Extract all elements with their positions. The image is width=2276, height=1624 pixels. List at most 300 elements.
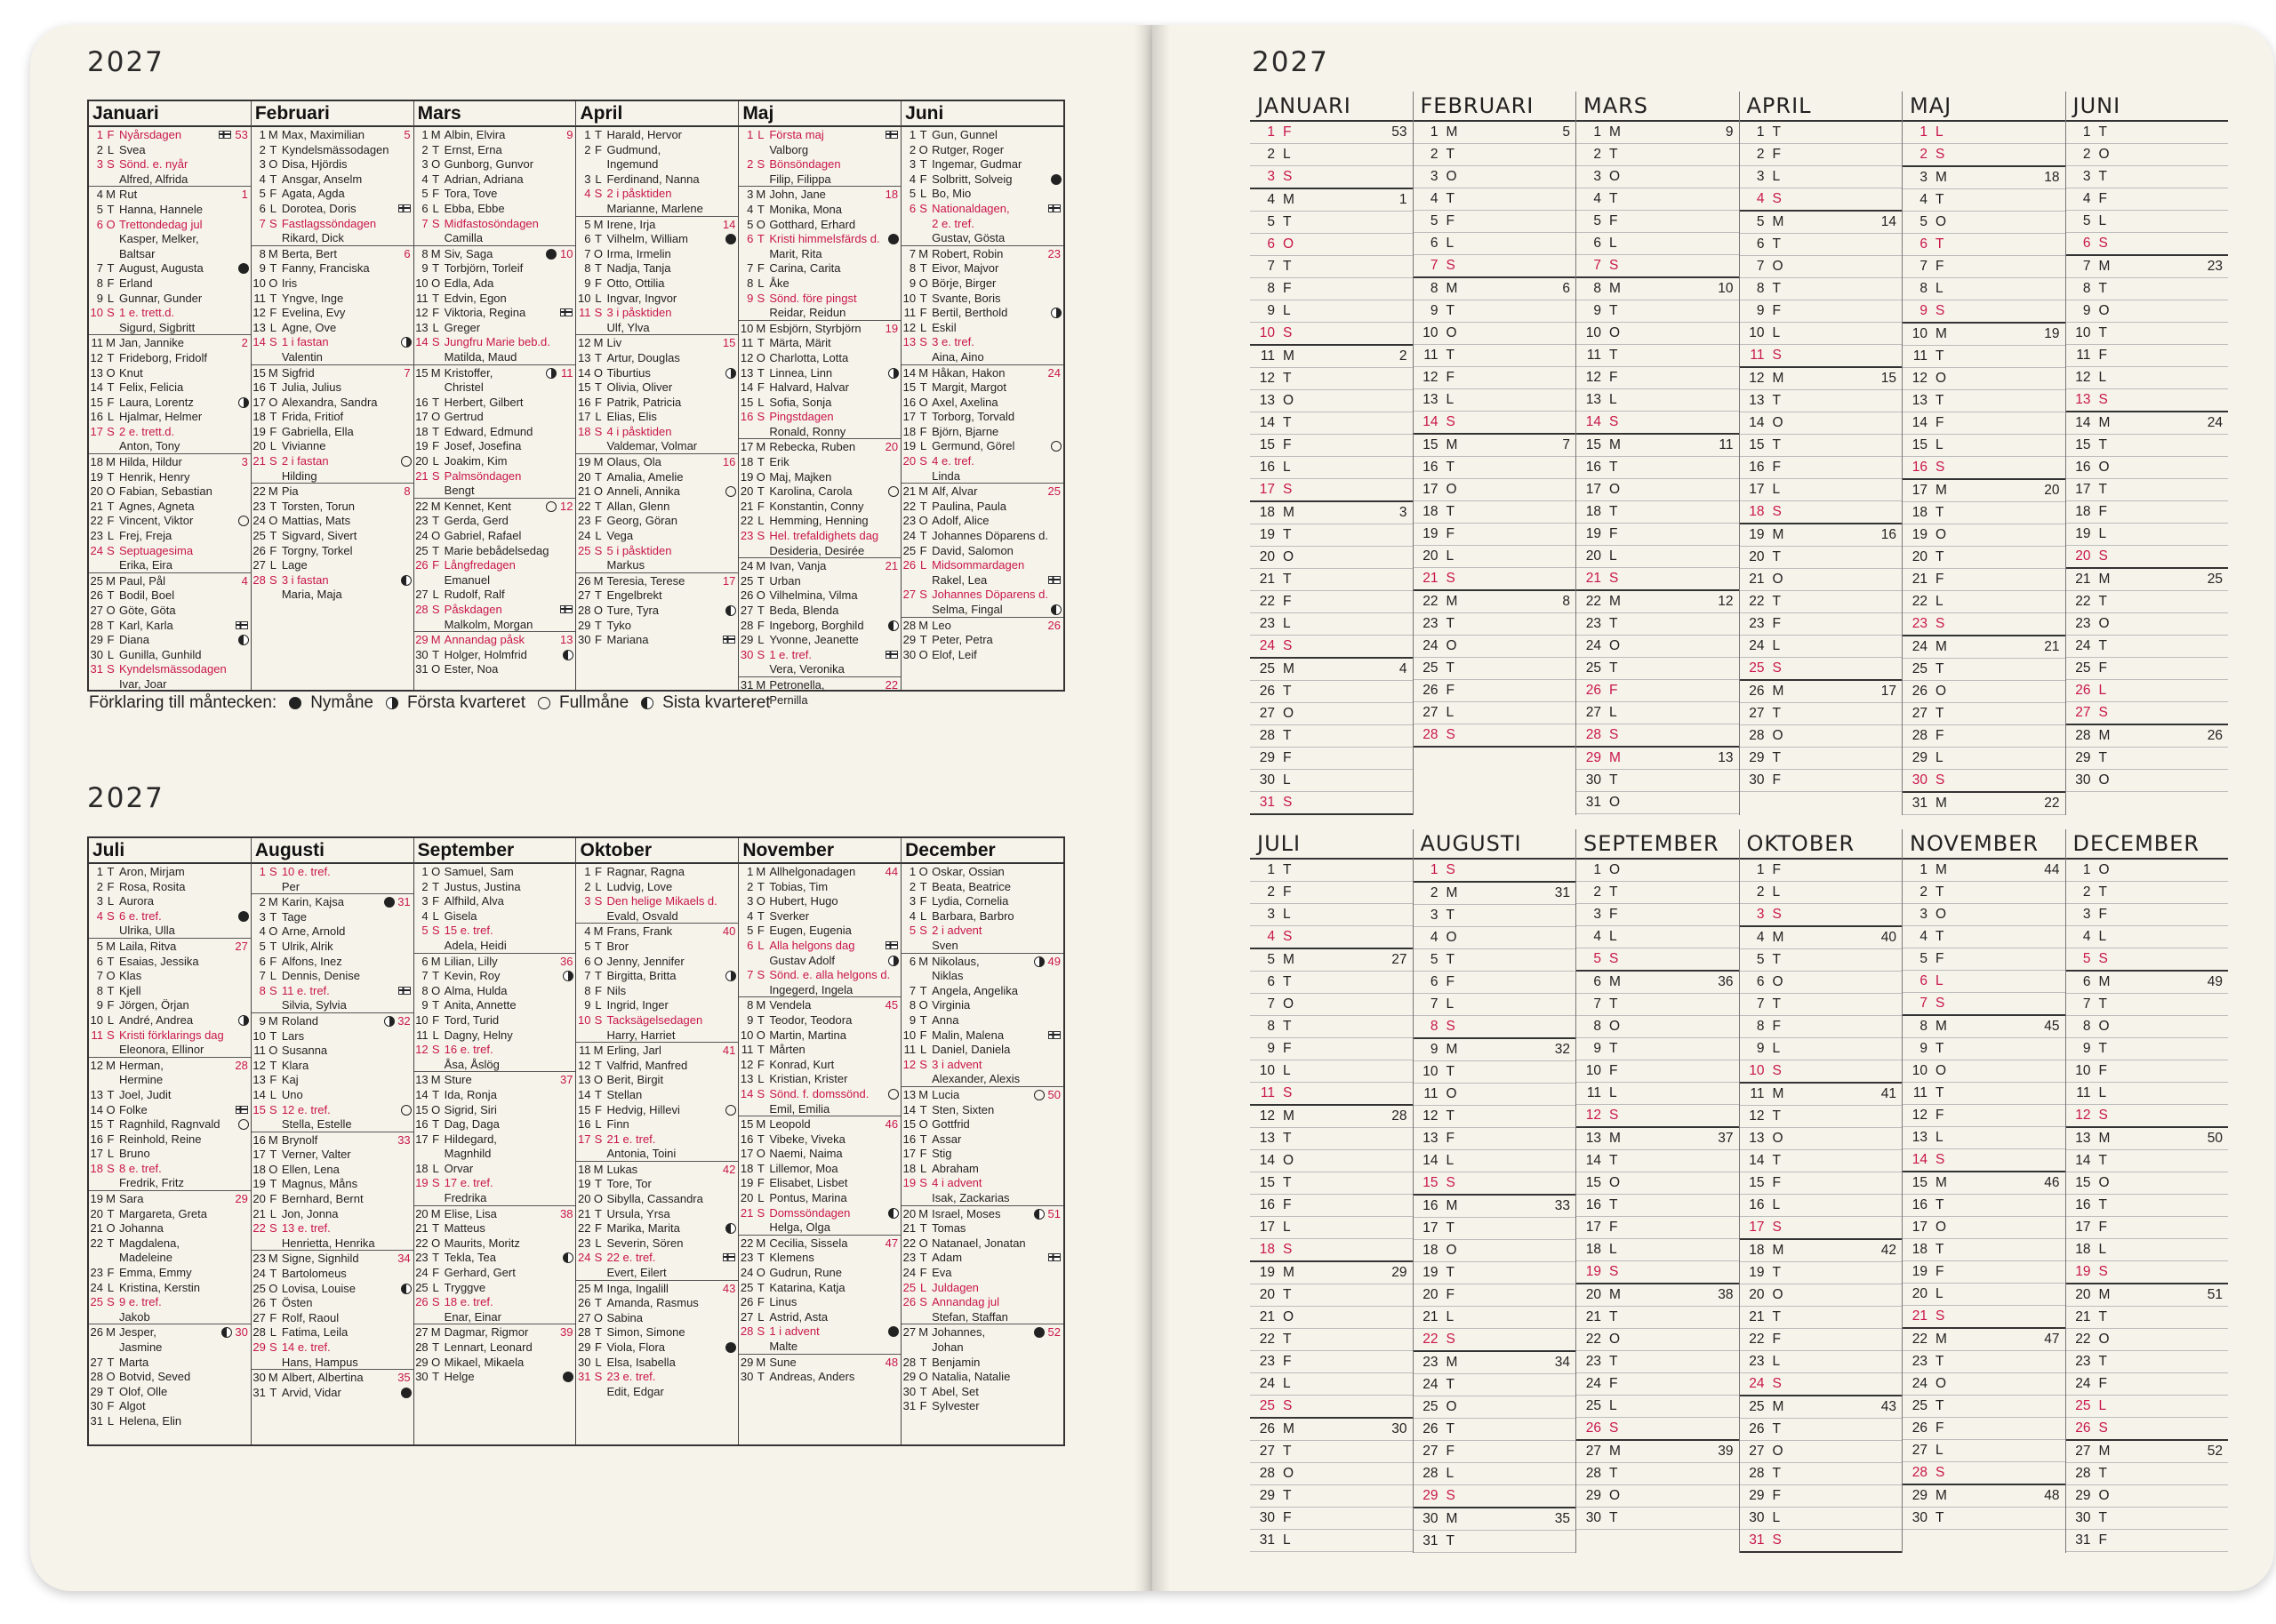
day-row (902, 1102, 1063, 1117)
planner-week-number (1962, 256, 2060, 277)
planner-day-letter: S (1446, 727, 1455, 742)
name-day: Bertil, Berthold (932, 306, 1008, 320)
planner-day-row (2066, 1284, 2229, 1307)
planner-day-letter: O (1935, 214, 1947, 229)
day-letter: S (431, 924, 440, 938)
planner-day-number: 22 (1259, 1332, 1275, 1347)
day-row (414, 245, 576, 261)
planner-week-number: 13 (1718, 750, 1734, 765)
day-row (739, 528, 901, 543)
day-letter: S (268, 865, 277, 878)
last-moon-icon (221, 1327, 232, 1338)
day-number: 9 (909, 1012, 917, 1027)
day-letter: M (756, 677, 766, 692)
name-day: Uno (281, 1087, 303, 1101)
planner-day-row (1903, 368, 2065, 390)
planner-day-number: 1 (1430, 862, 1439, 877)
day-number: 24 (740, 1266, 754, 1280)
day-number: 25 (740, 1280, 754, 1294)
name-day: Samuel, Sam (444, 865, 514, 878)
name-day: Kennet, Kent (444, 499, 511, 513)
name-day: Finn (606, 1117, 629, 1132)
name-day: Edward, Edmund (444, 424, 533, 438)
planner-week-number: 53 (1391, 124, 1407, 140)
day-row (89, 142, 251, 157)
name-day: Sture (444, 1073, 472, 1087)
day-number: 23 (252, 499, 266, 513)
day-number: 27 (740, 1309, 754, 1324)
planner-day-letter: O (1935, 1376, 1947, 1391)
day-letter: S (268, 335, 277, 349)
day-number: 5 (421, 187, 429, 201)
name-day: Justus, Justina (444, 879, 521, 893)
day-letter: T (757, 879, 765, 893)
planner-day-row (1903, 1016, 2065, 1038)
day-letter: T (269, 1028, 277, 1043)
planner-day-letter: O (1609, 1332, 1621, 1347)
day-row (414, 201, 576, 216)
flag-icon (219, 131, 231, 139)
day-letter: S (757, 529, 765, 543)
planner-day-row (1903, 524, 2065, 547)
planner-day-row (1740, 1262, 1903, 1284)
day-row (902, 953, 1063, 969)
name-day: Björn, Bjarne (932, 424, 999, 438)
planner-day-row (1250, 703, 1413, 725)
name-day: Otto, Ottilia (606, 276, 665, 290)
planner-day-number: 3 (2082, 169, 2091, 184)
planner-day-letter: M (1772, 1086, 1784, 1101)
day-letter: O (918, 647, 928, 661)
planner-week-number (1636, 568, 1734, 589)
planner-day-letter: M (1283, 348, 1294, 364)
day-number: 30 (252, 1371, 266, 1385)
planner-day-number: 6 (1430, 236, 1439, 251)
planner-day-row (1576, 435, 1739, 457)
planner-day-letter: M (1609, 281, 1621, 296)
planner-day-row (1414, 1262, 1576, 1284)
planner-day-number: 17 (1585, 482, 1601, 497)
planner-day-row (2066, 1441, 2229, 1463)
day-number: 7 (584, 969, 591, 983)
planner-day-letter: F (1609, 683, 1618, 698)
day-row (739, 1190, 901, 1205)
day-number: 29 (578, 1340, 591, 1354)
planner-day-number: 10 (1749, 325, 1765, 340)
planner-day-row (1250, 1373, 1413, 1396)
planner-day-number: 21 (2075, 1309, 2091, 1324)
day-row (576, 632, 738, 647)
planner-day-number: 22 (1911, 1332, 1927, 1347)
planner-day-letter: S (1772, 660, 1782, 676)
planner-day-letter: T (1283, 1019, 1292, 1034)
planner-day-number: 15 (1585, 437, 1601, 452)
day-row (89, 1102, 251, 1117)
planner-day-letter: S (1446, 414, 1455, 429)
day-letter: O (431, 1236, 441, 1250)
day-row (902, 216, 1063, 231)
name-day: Sofia, Sonja (769, 395, 832, 409)
day-row (89, 1236, 251, 1251)
day-number: 25 (578, 1281, 591, 1295)
planner-day-row (2066, 1485, 2229, 1508)
planner-day-number: 27 (1585, 705, 1601, 720)
planner-day-number: 12 (2075, 1108, 2091, 1123)
name-day: Tora, Tove (444, 187, 498, 201)
planner-week-number (1310, 300, 1407, 322)
name-day: Virginia (932, 998, 971, 1012)
planner-day-number: 13 (1749, 1131, 1765, 1146)
day-row (902, 543, 1063, 558)
day-row (902, 260, 1063, 276)
name-day: Naemi, Naima (769, 1147, 843, 1161)
name-day: Kristi förklarings dag (119, 1028, 224, 1042)
planner-day-number: 8 (1267, 1019, 1275, 1034)
day-number: 9 (96, 291, 103, 305)
day-number: 22 (252, 1221, 266, 1236)
planner-day-letter: M (1446, 124, 1458, 140)
planner-day-letter: L (1772, 884, 1781, 900)
day-row (576, 954, 738, 969)
day-letter: L (757, 276, 765, 290)
planner-day-row (1576, 770, 1739, 792)
day-number: 8 (421, 246, 429, 260)
planner-week-number (1799, 300, 1897, 322)
planner-day-letter: M (1609, 1131, 1621, 1146)
day-row (414, 1205, 576, 1221)
day-number: 11 (578, 1044, 591, 1058)
day-letter: F (269, 954, 277, 968)
name-day: Gisela (444, 908, 477, 923)
planner-day-row (1903, 502, 2065, 524)
planner-day-row (1414, 435, 1576, 457)
day-number: 29 (90, 633, 103, 647)
planner-day-number: 26 (2075, 1420, 2091, 1436)
day-number: 3 (421, 157, 429, 172)
name-day: Elisabet, Lisbet (769, 1176, 848, 1190)
planner-day-letter: F (1935, 728, 1944, 743)
day-row (902, 1086, 1063, 1102)
planner-day-letter: M (1772, 684, 1784, 699)
day-letter: L (107, 1147, 115, 1161)
day-letter: T (107, 1206, 115, 1220)
planner-week-number (1799, 1150, 1897, 1172)
name-day: Andreas, Anders (769, 1370, 855, 1384)
planner-day-letter: F (1283, 594, 1292, 609)
name-day: Liv (606, 336, 622, 350)
name-day: Gerhard, Gert (444, 1266, 516, 1280)
planner-day-row (2066, 658, 2229, 680)
day-number: 1 (909, 128, 917, 141)
planner-day-number: 22 (1259, 594, 1275, 609)
planner-week-number (1473, 188, 1571, 210)
name-day: Adela, Heidi (444, 938, 507, 952)
day-row (902, 409, 1063, 424)
week-number: 29 (235, 1192, 248, 1206)
day-number: 23 (902, 514, 917, 528)
day-row (414, 879, 576, 894)
planner-day-row (1740, 368, 1903, 390)
day-row (739, 246, 901, 261)
planner-day-letter: L (1446, 548, 1455, 564)
name-day: Tord, Turid (444, 1012, 500, 1027)
planner-day-letter: M (1446, 1355, 1458, 1370)
day-letter: F (919, 424, 927, 438)
week-number: 42 (722, 1162, 736, 1176)
planner-week-number (1473, 233, 1571, 254)
day-letter: F (919, 894, 927, 908)
name-day: Ursula, Yrsa (606, 1206, 670, 1220)
planner-day-row (1740, 1530, 1903, 1553)
day-row (89, 1028, 251, 1043)
day-letter: F (107, 633, 115, 647)
planner-day-letter: O (1935, 1063, 1947, 1078)
day-number: 17 (90, 1147, 103, 1161)
day-letter: F (107, 1132, 115, 1146)
day-letter: T (757, 365, 765, 380)
planner-day-letter: O (1283, 706, 1294, 721)
planner-week-number (1636, 658, 1734, 679)
week-number: 14 (722, 217, 736, 231)
name-day: Svante, Boris (932, 291, 1001, 305)
name-day: Diana (119, 633, 149, 647)
name-day: Jasmine (119, 1340, 163, 1354)
day-row (739, 938, 901, 953)
planner-day-number: 30 (1911, 1510, 1927, 1525)
planner-day-row (1576, 323, 1739, 345)
day-letter: S (919, 454, 927, 468)
planner-day-number: 30 (1585, 1510, 1601, 1525)
day-letter: M (268, 1132, 278, 1147)
day-row (576, 201, 738, 216)
name-day: Ronald, Ronny (769, 424, 846, 438)
planner-day-number: 19 (1585, 526, 1601, 541)
planner-day-number: 14 (1259, 415, 1275, 430)
planner-day-row (1576, 568, 1739, 591)
planner-day-row (1576, 882, 1739, 904)
day-letter: M (756, 998, 766, 1012)
planner-day-row (1250, 1128, 1413, 1150)
planner-week-number (1636, 1261, 1734, 1283)
planner-day-number: 31 (1259, 1532, 1275, 1548)
day-row (739, 893, 901, 908)
name-day: Axel, Axelina (932, 395, 998, 409)
day-letter: S (919, 1295, 927, 1309)
planner-day-letter: L (1283, 460, 1291, 475)
day-number: 18 (415, 1161, 429, 1175)
day-row (902, 320, 1063, 335)
planner-day-row (1250, 323, 1413, 346)
flag-icon (886, 131, 898, 139)
day-row (739, 618, 901, 633)
planner-day-row (1740, 1150, 1903, 1172)
day-letter: L (920, 1280, 927, 1294)
name-day: Olaus, Ola (606, 455, 661, 469)
planner-week-number (2126, 1396, 2224, 1417)
name-day: Gustav, Gösta (932, 231, 1006, 245)
planner-day-row (1414, 613, 1576, 636)
planner-day-letter: S (1283, 795, 1293, 810)
day-letter: M (106, 336, 116, 350)
planner-week-number: 16 (1880, 527, 1896, 542)
day-number: 2 (584, 142, 591, 156)
planner-week-number (2126, 367, 2224, 388)
planner-month-december (2065, 829, 2229, 1553)
day-number: 17 (415, 1132, 429, 1146)
planner-day-row (2066, 1508, 2229, 1530)
planner-day-letter: L (1772, 638, 1781, 653)
planner-day-row (1414, 591, 1576, 613)
planner-day-number: 10 (2075, 325, 2091, 340)
planner-day-number: 6 (1756, 974, 1765, 989)
planner-day-row (1414, 1307, 1576, 1329)
day-row (89, 1324, 251, 1340)
planner-day-row (2066, 702, 2229, 725)
planner-week-number (1310, 323, 1407, 344)
planner-day-letter: F (1283, 1510, 1292, 1525)
day-letter: T (757, 484, 765, 499)
planner-day-row (1250, 278, 1413, 300)
planner-day-number: 8 (1756, 1019, 1765, 1034)
planner-day-number: 12 (1911, 371, 1927, 386)
day-row (902, 983, 1063, 998)
planner-day-letter: O (1772, 974, 1783, 989)
day-row (739, 1324, 901, 1339)
day-number: 27 (578, 1310, 591, 1324)
planner-day-letter: O (1283, 1309, 1294, 1324)
planner-day-number: 16 (2075, 460, 2091, 475)
planner-day-number: 21 (1585, 1309, 1601, 1324)
planner-day-row (2066, 1396, 2229, 1418)
day-number: 6 (96, 954, 103, 968)
planner-day-letter: T (1772, 1153, 1781, 1168)
name-day: Elsa, Isabella (606, 1355, 676, 1369)
day-number: 8 (747, 998, 754, 1012)
day-number: 31 (415, 662, 429, 676)
name-day: Lilian, Lilly (444, 954, 498, 968)
day-number: 28 (252, 572, 266, 587)
planner-day-letter: F (1446, 370, 1455, 385)
planner-day-number: 26 (1749, 684, 1765, 699)
day-row (576, 1012, 738, 1028)
planner-day-letter: M (1446, 1198, 1458, 1213)
day-row (89, 1250, 251, 1265)
planner-day-row (1576, 926, 1739, 948)
planner-day-letter: F (1283, 1197, 1292, 1212)
day-letter: T (107, 588, 115, 603)
day-letter: M (918, 1206, 929, 1220)
planner-day-row (1576, 680, 1739, 702)
planner-day-number: 3 (1756, 169, 1765, 184)
day-row (739, 1042, 901, 1057)
planner-day-number: 26 (1911, 684, 1927, 699)
day-row (902, 483, 1063, 499)
day-row (89, 469, 251, 484)
planner-day-letter: S (1609, 1264, 1619, 1279)
day-number: 26 (578, 1296, 591, 1310)
day-row (89, 676, 251, 692)
planner-week-number (1473, 658, 1571, 679)
name-day: 4 i påsktiden (606, 424, 672, 438)
day-row (89, 231, 251, 246)
planner-week-number (1310, 256, 1407, 277)
planner-day-number: 9 (2082, 1041, 2091, 1056)
planner-week-number (1799, 748, 1897, 769)
planner-week-number (2126, 1038, 2224, 1060)
day-row (739, 953, 901, 968)
day-row (576, 923, 738, 939)
day-letter: O (268, 514, 278, 528)
day-row (902, 276, 1063, 291)
planner-week-number: 5 (1562, 124, 1570, 140)
planner-day-letter: L (1609, 392, 1617, 407)
day-row (414, 395, 576, 410)
month-column-december (901, 838, 1063, 1444)
day-letter: O (106, 1102, 116, 1116)
planner-week-number (1310, 1239, 1407, 1260)
name-day: Kristian, Krister (769, 1072, 848, 1086)
day-number: 19 (90, 469, 103, 484)
day-letter: O (756, 350, 765, 364)
day-letter: T (919, 879, 927, 893)
planner-day-row (2066, 1016, 2229, 1038)
day-letter: T (432, 1221, 440, 1236)
planner-day-letter: O (1935, 684, 1947, 699)
day-number: 4 (584, 187, 591, 201)
planner-day-row (2066, 1307, 2229, 1329)
day-number: 3 (421, 894, 429, 908)
day-letter: L (595, 1117, 602, 1132)
day-number: 31 (90, 1413, 103, 1428)
planner-day-number: 22 (1422, 1332, 1439, 1347)
day-letter: S (757, 1324, 765, 1339)
day-number: 26 (740, 588, 754, 603)
planner-week-number (1473, 680, 1571, 701)
day-row (739, 1071, 901, 1086)
name-day: Daniel, Daniela (932, 1043, 1011, 1057)
planner-day-letter: T (1446, 1421, 1455, 1436)
planner-day-number: 21 (2075, 572, 2091, 587)
planner-week-number (1473, 1084, 1571, 1105)
day-letter: S (757, 291, 765, 305)
planner-day-number: 3 (1430, 169, 1439, 184)
day-number: 13 (252, 1073, 266, 1087)
planner-day-letter: T (1772, 594, 1781, 609)
day-row (576, 246, 738, 261)
planner-day-number: 3 (1593, 907, 1601, 922)
day-row (414, 617, 576, 632)
planner-day-row (1576, 948, 1739, 972)
day-letter: T (107, 469, 115, 484)
day-number: 26 (252, 1296, 266, 1310)
day-row (739, 1146, 901, 1161)
planner-day-letter: S (1772, 1220, 1782, 1235)
planner-day-row (1740, 1060, 1903, 1084)
planner-day-row (1250, 524, 1413, 547)
planner-week-number (1962, 234, 2060, 255)
name-day: Severin, Sören (606, 1236, 684, 1250)
planner-day-row (2066, 211, 2229, 233)
full-moon-icon (725, 1105, 736, 1116)
day-row (902, 602, 1063, 617)
planner-day-letter: S (1446, 1488, 1455, 1503)
planner-day-row (1414, 1106, 1576, 1128)
planner-day-row (1250, 659, 1413, 681)
name-day: Albin, Elvira (444, 128, 506, 141)
day-letter: S (431, 468, 440, 483)
flag-icon (1048, 1253, 1061, 1261)
planner-day-row (1740, 681, 1903, 703)
